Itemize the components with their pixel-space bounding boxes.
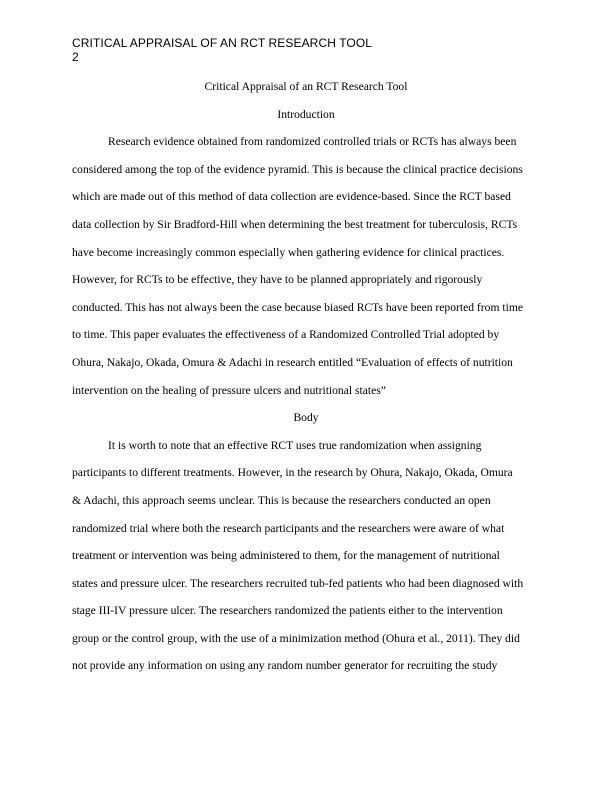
paragraph-line: to time. This paper evaluates the effectiveness of a Randomized Controlled Trial adopted by [72, 328, 500, 342]
paragraph-line: Research evidence obtained from randomized controlled trials or RCTs has always been [108, 135, 517, 149]
body-heading: Body [293, 411, 319, 425]
paragraph-line: states and pressure ulcer. The researchers recruited tub-fed patients who had been diagnosed with [72, 576, 524, 590]
paragraph-line: stage III-IV pressure ulcer. The researchers randomized the patients either to the intervention [72, 604, 503, 618]
paragraph-line: participants to different treatments. However, in the research by Ohura, Nakajo, Okada, Omura [72, 466, 513, 480]
body-paragraph [72, 432, 540, 680]
paragraph-line: which are made out of this method of data collection are evidence-based. Since the RCT based [72, 190, 511, 204]
document-title: Critical Appraisal of an RCT Research Tool [204, 80, 408, 93]
paragraph-line: It is worth to note that an effective RCT uses true randomization when assigning [108, 438, 482, 452]
paragraph-line: treatment or intervention was being administered to them, for the management of nutritional [72, 549, 500, 563]
paragraph-line: group or the control group, with the use of a minimization method (Ohura et al., 2011). They did [72, 631, 520, 645]
paragraph-line: & Adachi, this approach seems unclear. This is because the researchers conducted an open [72, 493, 491, 507]
paragraph-line: have become increasingly common especially when gathering evidence for clinical practices. [72, 245, 505, 259]
introduction-paragraph [72, 128, 540, 404]
paragraph-line: considered among the top of the evidence pyramid. This is because the clinical practice decisions [72, 162, 523, 176]
paragraph-line: Ohura, Nakajo, Okada, Omura & Adachi in research entitled “Evaluation of effects of nutrition [72, 355, 513, 369]
running-head: CRITICAL APPRAISAL OF AN RCT RESEARCH TOOL [72, 36, 373, 50]
paragraph-line: not provide any information on using any random number generator for recruiting the study [72, 659, 498, 673]
paragraph-line: However, for RCTs to be effective, they have to be planned appropriately and rigorously [72, 273, 483, 287]
document-body [72, 73, 540, 680]
paragraph-line: randomized trial where both the research participants and the researchers were aware of what [72, 521, 505, 535]
page-number: 2 [72, 50, 79, 64]
paragraph-line: data collection by Sir Bradford-Hill when determining the best treatment for tuberculosis, RCTs [72, 217, 518, 231]
paragraph-line: intervention on the healing of pressure ulcers and nutritional states” [72, 383, 386, 397]
paragraph-line: conducted. This has not always been the case because biased RCTs have been reported from time [72, 300, 523, 314]
introduction-heading: Introduction [277, 107, 335, 121]
